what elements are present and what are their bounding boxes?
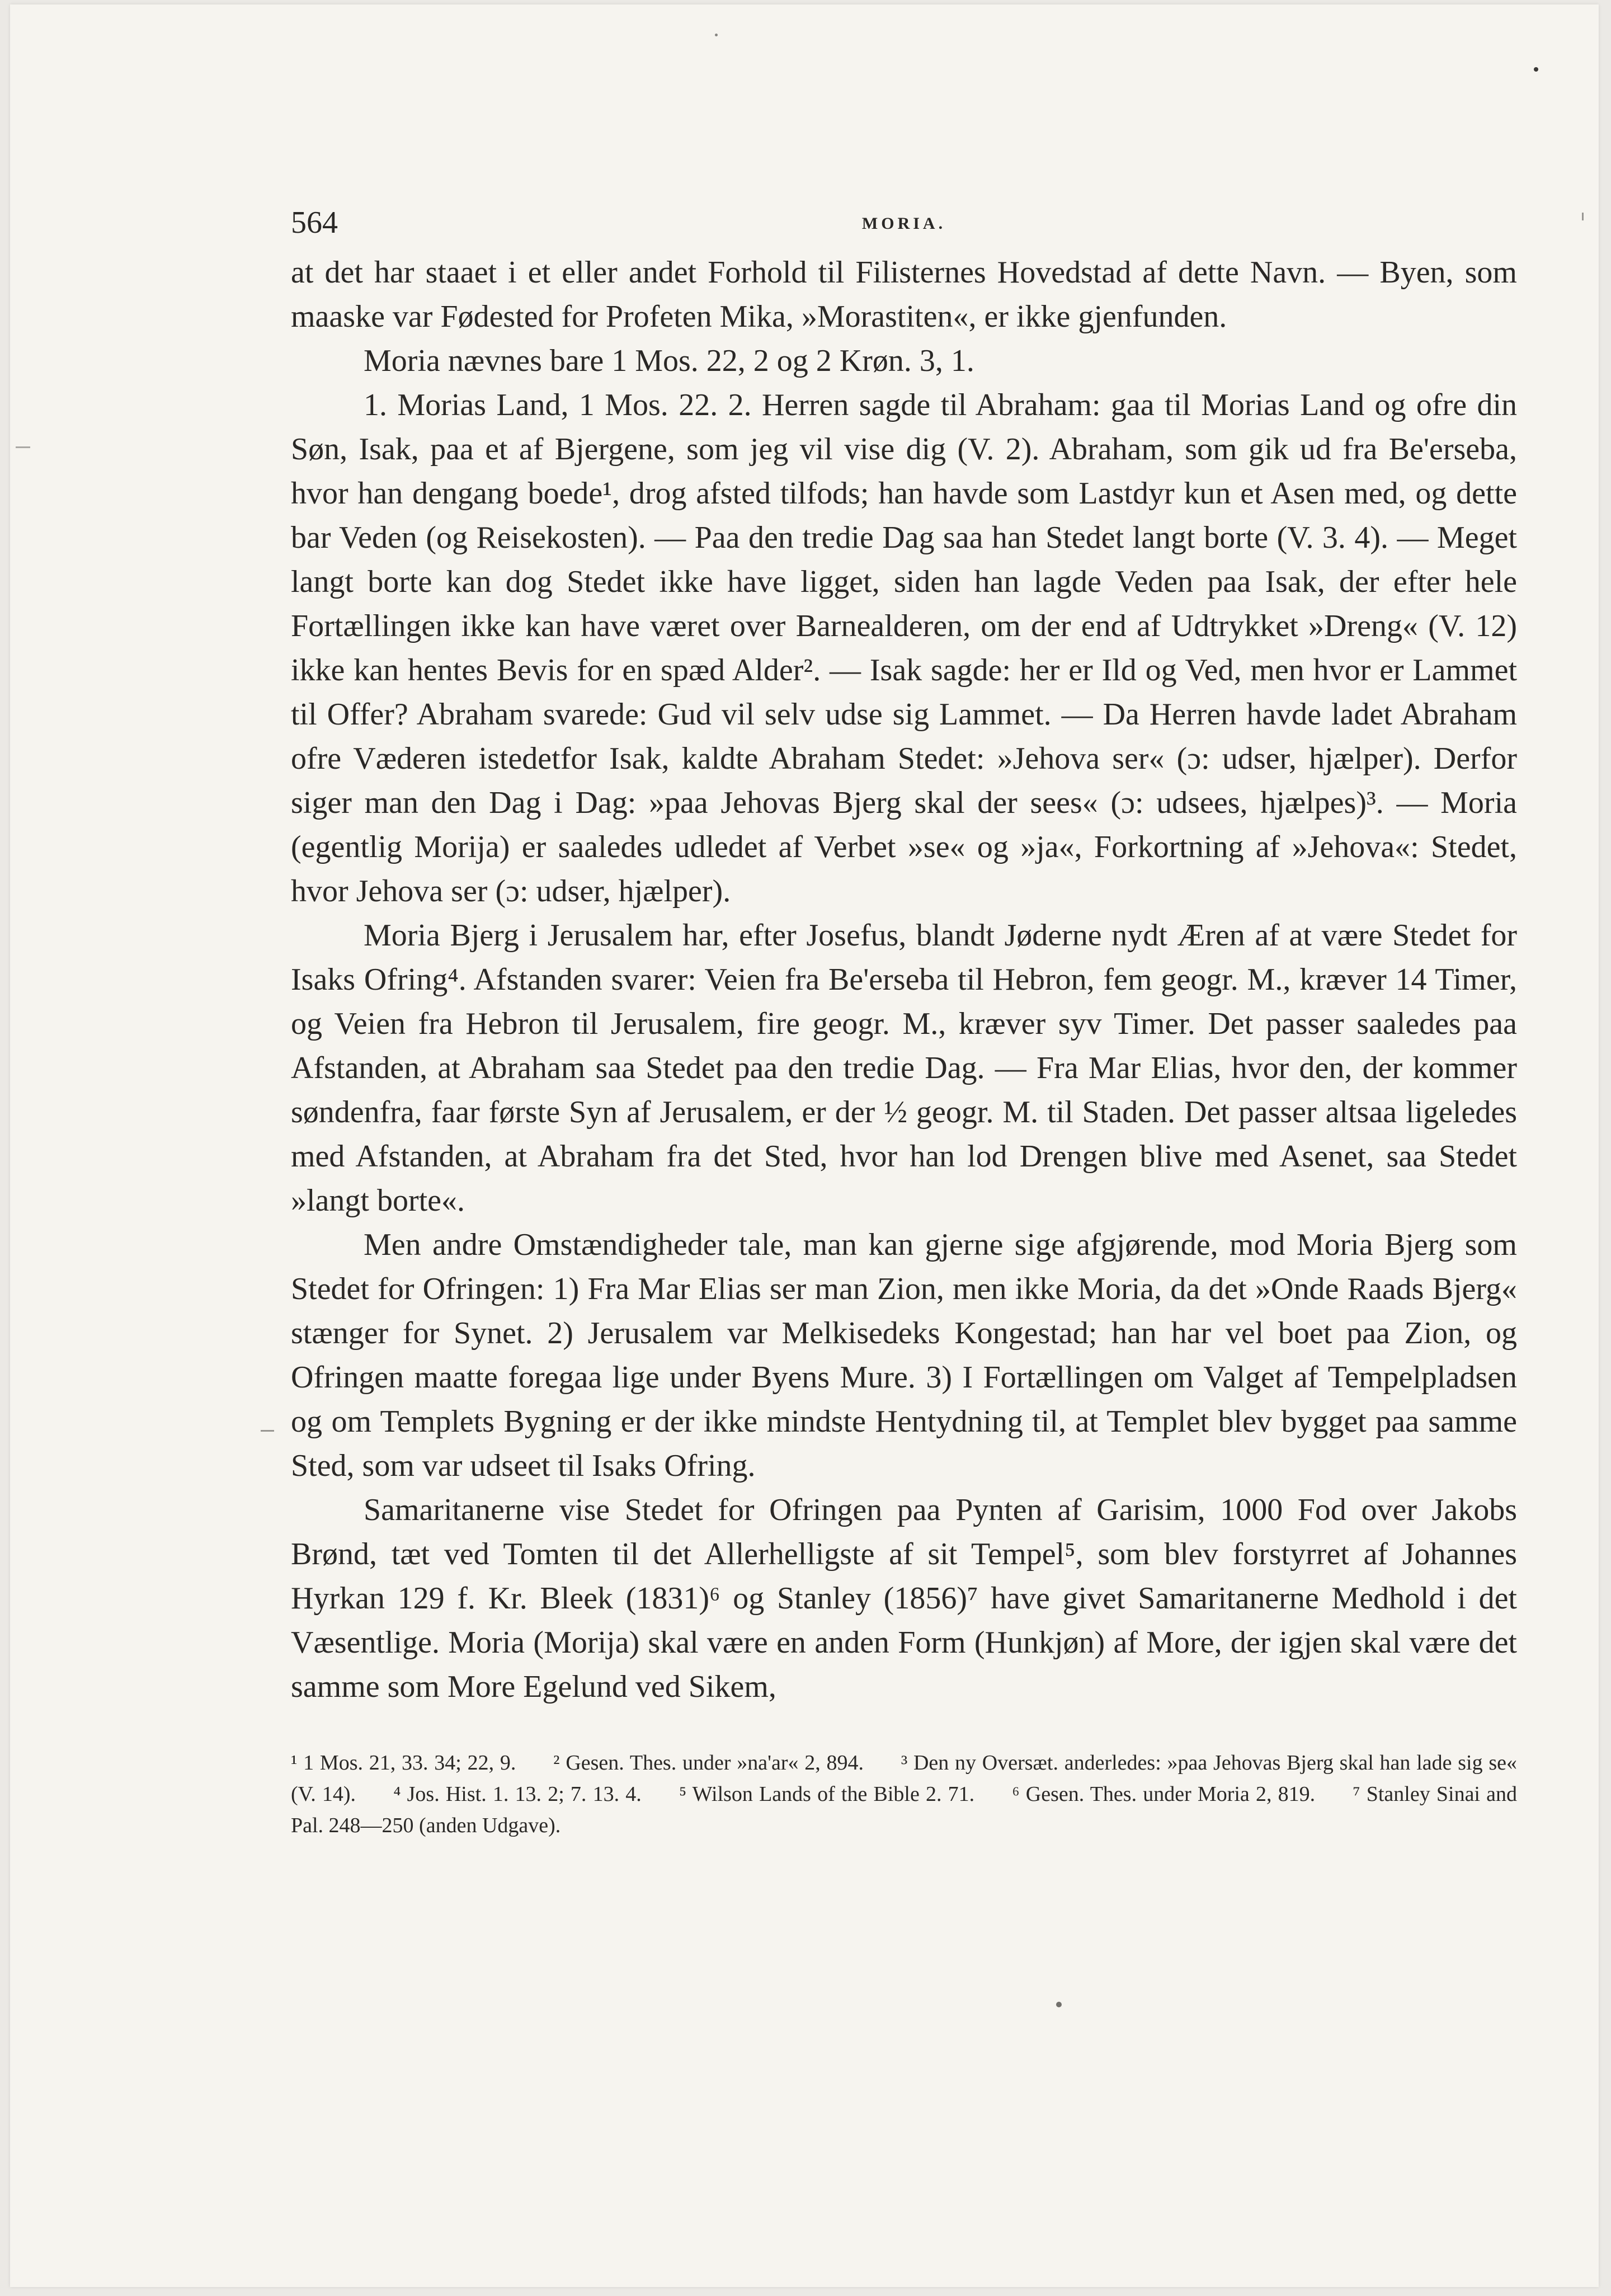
paragraph: Moria nævnes bare 1 Mos. 22, 2 og 2 Krøn. 3, 1.	[364, 344, 974, 378]
main-text	[291, 251, 1517, 1709]
paper-sheet	[10, 4, 1599, 2287]
ink-speck	[715, 34, 718, 36]
footnote: ³ Den ny Oversæt. anderledes: »paa Jehovas Bjerg skal han lade sig se« (V. 14).	[291, 1751, 1518, 1806]
ink-speck	[1534, 67, 1538, 72]
ink-speck	[1582, 213, 1584, 220]
footnote: ⁶ Gesen. Thes. under Moria 2, 819.	[1012, 1782, 1316, 1806]
running-title: MORIA.	[861, 214, 946, 233]
footnote: ⁴ Jos. Hist. 1. 13. 2; 7. 13. 4.	[393, 1782, 642, 1806]
footnote: ⁷ Stanley Sinai and Pal. 248—250 (anden Udgave).	[291, 1782, 1518, 1837]
book-page	[291, 200, 1517, 2114]
paragraph: Samaritanerne vise Stedet for Ofringen paa Pynten af Garisim, 1000 Fod over Jakobs Brønd, tæt ved Tomten til det Allerhelligste af sit Tempel⁵, som blev forstyrret af Johannes Hyrkan 129 f. Kr. Bleek (1831)⁶ og Stanley (1856)⁷ have givet Samaritanerne Medhold i det Væsentlige. Moria (Morija) skal være en anden Form (Hunkjøn) af More, der igjen skal være det samme som More Egelund ved Sikem,	[291, 1493, 1517, 1704]
paragraph: 1. Morias Land, 1 Mos. 22. 2. Herren sagde til Abraham: gaa til Morias Land og ofre din Søn, Isak, paa et af Bjergene, som jeg vil vise dig (V. 2). Abraham, som gik ud fra Be'erseba, hvor han dengang boede¹, drog afsted tilfods; han havde som Lastdyr kun et Asen med, og dette bar Veden (og Reisekosten). — Paa den tredie Dag saa han Stedet langt borte (V. 3. 4). — Meget langt borte kan dog Stedet ikke have ligget, siden han lagde Veden paa Isak, der efter hele Fortællingen ikke kan have været over Barnealderen, om der end af Udtrykket »Dreng« (V. 12) ikke kan hentes Bevis for en spæd Alder². — Isak sagde: her er Ild og Ved, men hvor er Lammet til Offer? Abraham svarede: Gud vil selv udse sig Lammet. — Da Herren havde ladet Abraham ofre Væderen istedetfor Isak, kaldte Abraham Stedet: »Jehova ser« (ɔ: udser, hjælper). Derfor siger man den Dag i Dag: »paa Jehovas Bjerg skal der sees« (ɔ: udsees, hjælpes)³. — Moria (egentlig Morija) er saaledes udledet af Verbet »se« og »ja«, Forkortning af »Jehova«: Stedet, hvor Jehova ser (ɔ: udser, hjælper).	[291, 388, 1517, 909]
page-header	[291, 200, 1517, 251]
page-number: 564	[291, 205, 338, 240]
ink-speck	[261, 1430, 274, 1432]
paragraph: at det har staaet i et eller andet Forhold til Filisternes Hovedstad af dette Navn. — Byen, som maaske var Fødested for Profeten Mika, »Morastiten«, er ikke gjenfunden.	[291, 255, 1517, 334]
paragraph: Men andre Omstændigheder tale, man kan gjerne sige afgjørende, mod Moria Bjerg som Stedet for Ofringen: 1) Fra Mar Elias ser man Zion, men ikke Moria, da det »Onde Raads Bjerg« stænger for Synet. 2) Jerusalem var Melkisedeks Kongestad; han har vel boet paa Zion, og Ofringen maatte foregaa lige under Byens Mure. 3) I Fortællingen om Valget af Tempelpladsen og om Templets Bygning er der ikke mindste Hentydning til, at Templet blev bygget paa samme Sted, som var udseet til Isaks Ofring.	[291, 1227, 1517, 1483]
footnote: ⁵ Wilson Lands of the Bible 2. 71.	[679, 1782, 975, 1806]
footnotes	[291, 1747, 1517, 1841]
paragraph: Moria Bjerg i Jerusalem har, efter Josefus, blandt Jøderne nydt Æren af at være Stedet for Isaks Ofring⁴. Afstanden svarer: Veien fra Be'erseba til Hebron, fem geogr. M., kræver 14 Timer, og Veien fra Hebron til Jerusalem, fire geogr. M., kræver syv Timer. Det passer saaledes paa Afstanden, at Abraham saa Stedet paa den tredie Dag. — Fra Mar Elias, hvor den, der kommer søndenfra, faar første Syn af Jerusalem, er der ½ geogr. M. til Staden. Det passer altsaa ligeledes med Afstanden, at Abraham fra det Sted, hvor han lod Drengen blive med Asenet, saa Stedet »langt borte«.	[291, 918, 1517, 1218]
ink-speck	[16, 446, 30, 448]
footnote: ² Gesen. Thes. under »na'ar« 2, 894.	[553, 1751, 864, 1775]
footnote: ¹ 1 Mos. 21, 33. 34; 22, 9.	[291, 1751, 516, 1775]
